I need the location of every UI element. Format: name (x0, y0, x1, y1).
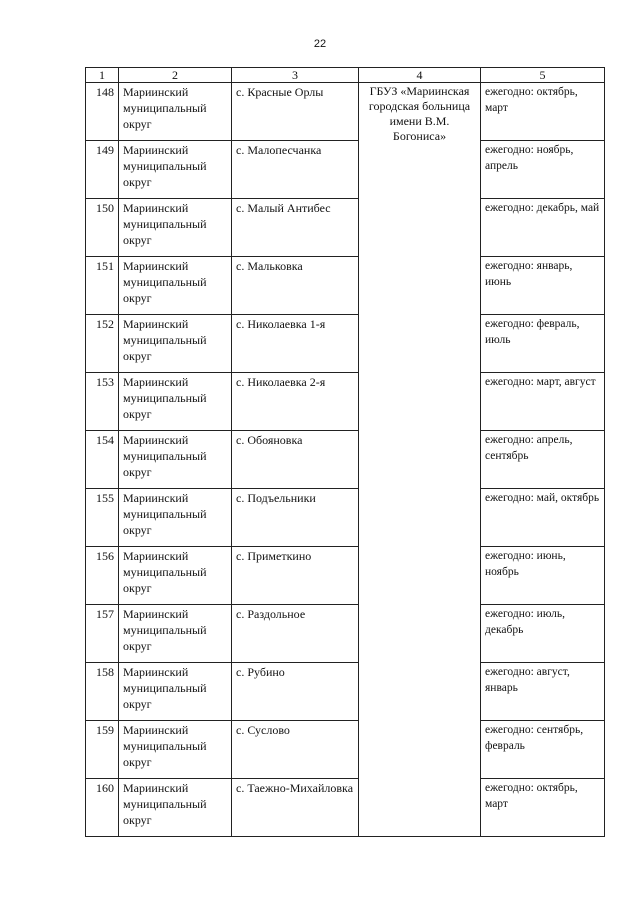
locality-cell: с. Суслово (232, 721, 359, 779)
locality-cell: с. Обояновка (232, 431, 359, 489)
schedule-cell: ежегодно: июнь, ноябрь (481, 547, 605, 605)
locality-cell: с. Малопесчанка (232, 141, 359, 199)
district-cell: Мариинский муниципальный округ (119, 315, 232, 373)
locality-cell: с. Приметкино (232, 547, 359, 605)
district-cell: Мариинский муниципальный округ (119, 663, 232, 721)
column-header-1: 1 (86, 68, 119, 83)
table-row (86, 199, 605, 257)
schedule-cell: ежегодно: апрель, сентябрь (481, 431, 605, 489)
row-number: 148 (86, 83, 119, 141)
row-number: 159 (86, 721, 119, 779)
schedule-cell: ежегодно: март, август (481, 373, 605, 431)
schedule-cell: ежегодно: июль, декабрь (481, 605, 605, 663)
table-row (86, 373, 605, 431)
district-cell: Мариинский муниципальный округ (119, 141, 232, 199)
table-row (86, 431, 605, 489)
row-number: 152 (86, 315, 119, 373)
table-row (86, 547, 605, 605)
locality-cell: с. Рубино (232, 663, 359, 721)
locality-cell: с. Таежно-Михайловка (232, 779, 359, 837)
district-cell: Мариинский муниципальный округ (119, 373, 232, 431)
schedule-cell: ежегодно: май, октябрь (481, 489, 605, 547)
schedule-cell: ежегодно: август, январь (481, 663, 605, 721)
schedule-cell: ежегодно: сентябрь, февраль (481, 721, 605, 779)
row-number: 150 (86, 199, 119, 257)
row-number: 158 (86, 663, 119, 721)
district-cell: Мариинский муниципальный округ (119, 431, 232, 489)
locality-cell: с. Малый Антибес (232, 199, 359, 257)
district-cell: Мариинский муниципальный округ (119, 199, 232, 257)
locality-cell: с. Красные Орлы (232, 83, 359, 141)
locality-cell: с. Николаевка 2-я (232, 373, 359, 431)
row-number: 149 (86, 141, 119, 199)
table-row (86, 141, 605, 199)
column-header-5: 5 (481, 68, 605, 83)
table-row (86, 257, 605, 315)
schedule-table (85, 67, 605, 837)
row-number: 156 (86, 547, 119, 605)
district-cell: Мариинский муниципальный округ (119, 489, 232, 547)
row-number: 151 (86, 257, 119, 315)
row-number: 157 (86, 605, 119, 663)
row-number: 160 (86, 779, 119, 837)
table-row (86, 721, 605, 779)
column-header-3: 3 (232, 68, 359, 83)
schedule-cell: ежегодно: октябрь, март (481, 83, 605, 141)
table-row (86, 779, 605, 837)
table-row (86, 663, 605, 721)
row-number: 154 (86, 431, 119, 489)
district-cell: Мариинский муниципальный округ (119, 605, 232, 663)
locality-cell: с. Николаевка 1-я (232, 315, 359, 373)
locality-cell: с. Мальковка (232, 257, 359, 315)
district-cell: Мариинский муниципальный округ (119, 257, 232, 315)
table-row (86, 605, 605, 663)
district-cell: Мариинский муниципальный округ (119, 83, 232, 141)
table-row (86, 315, 605, 373)
column-header-4: 4 (359, 68, 481, 83)
page-number: 22 (313, 38, 327, 50)
table-row (86, 489, 605, 547)
column-header-2: 2 (119, 68, 232, 83)
schedule-cell: ежегодно: февраль, июль (481, 315, 605, 373)
schedule-cell: ежегодно: январь, июнь (481, 257, 605, 315)
locality-cell: с. Подъельники (232, 489, 359, 547)
table-row (86, 83, 605, 141)
row-number: 155 (86, 489, 119, 547)
schedule-cell: ежегодно: ноябрь, апрель (481, 141, 605, 199)
schedule-cell: ежегодно: декабрь, май (481, 199, 605, 257)
district-cell: Мариинский муниципальный округ (119, 779, 232, 837)
district-cell: Мариинский муниципальный округ (119, 547, 232, 605)
table-header-row (86, 68, 605, 83)
row-number: 153 (86, 373, 119, 431)
schedule-cell: ежегодно: октябрь, март (481, 779, 605, 837)
locality-cell: с. Раздольное (232, 605, 359, 663)
organization-cell: ГБУЗ «Мариинская городская больница имени В.М. Богониса» (359, 83, 481, 837)
district-cell: Мариинский муниципальный округ (119, 721, 232, 779)
